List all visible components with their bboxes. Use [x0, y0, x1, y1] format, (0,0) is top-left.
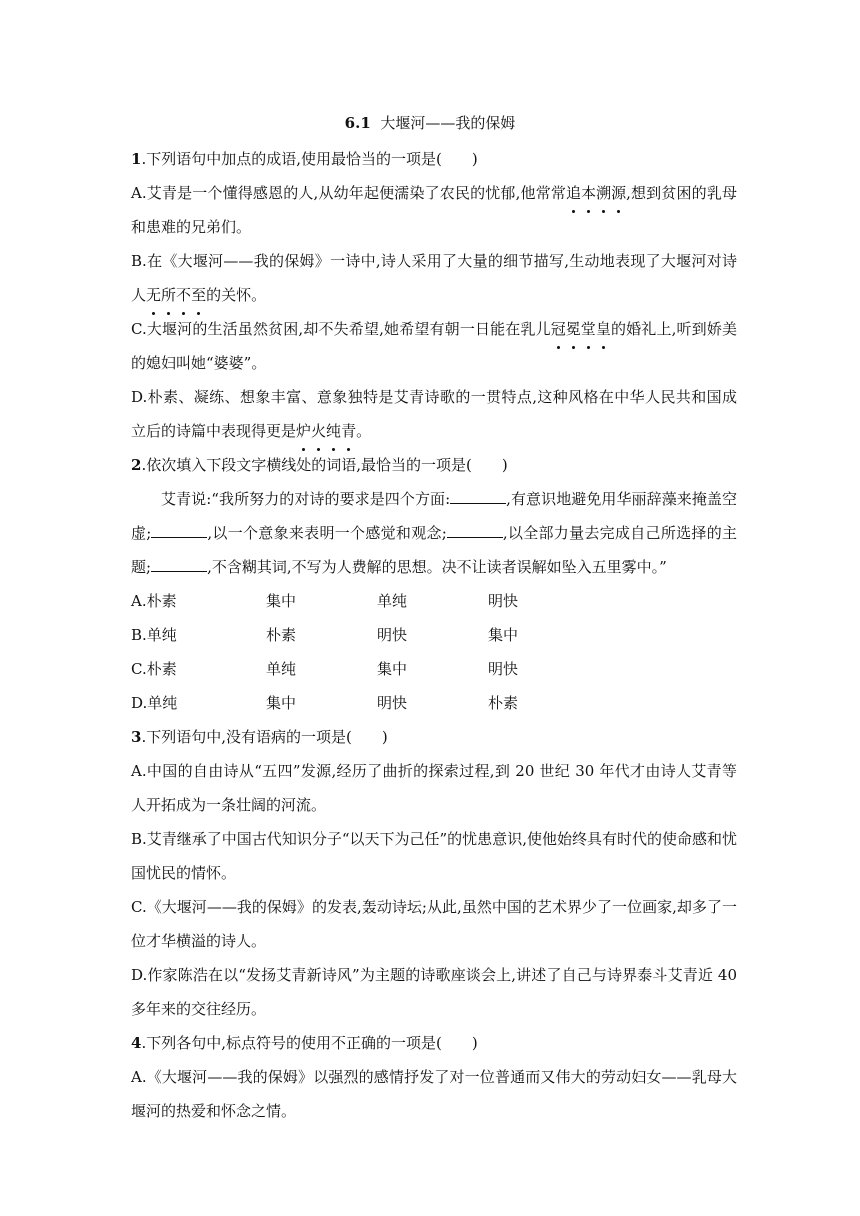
passage-text: ,不含糊其词,不写为人费解的思想。决不让读者误解如坠入五里雾中。” — [207, 558, 667, 576]
option-text: C.大堰河的生活虽然贫困,却不失希望,她希望有朝一日能在乳儿 — [131, 320, 551, 338]
option-word: 集中 — [488, 626, 519, 644]
fill-blank — [447, 523, 503, 538]
question-3-option-d: D.作家陈浩在以“发扬艾青新诗风”为主题的诗歌座谈会上,讲述了自己与诗界泰斗艾青近 40 多年来的交往经历。 — [131, 966, 737, 1018]
option-text: A.艾青是一个懂得感恩的人,从幼年起便濡染了农民的忧郁,他常常 — [131, 184, 567, 202]
option-word: A.朴素 — [131, 592, 177, 610]
question-3-stem — [131, 720, 737, 754]
question-4-option-a: A.《大堰河——我的保姆》以强烈的感情抒发了对一位普通而又伟大的劳动妇女——乳母大堰河的热爱和怀念之情。 — [131, 1068, 737, 1120]
section-title: 大堰河——我的保姆 — [380, 114, 516, 132]
dotted-char: 源 — [611, 176, 626, 210]
question-text: .下列语句中加点的成语,使用最恰当的一项是( ) — [141, 150, 478, 168]
question-text: .依次填入下段文字横线处的词语,最恰当的一项是( ) — [141, 456, 508, 474]
dotted-char: 冠 — [551, 312, 566, 346]
question-2-option-d — [131, 686, 737, 720]
question-1-stem — [131, 142, 737, 176]
passage-text: ,以一个意象来表明一个感觉和观念; — [207, 524, 447, 542]
question-2-option-b — [131, 618, 737, 652]
question-2-option-a — [131, 584, 737, 618]
question-2-stem — [131, 448, 737, 482]
fill-blank — [450, 489, 506, 504]
dotted-char: 至 — [191, 278, 206, 312]
question-number: 1 — [131, 150, 142, 168]
option-text: 的婚礼上,听到娇美的媳妇叫她“婆婆”。 — [131, 320, 737, 372]
option-word: 明快 — [377, 626, 408, 644]
option-word: B.单纯 — [131, 626, 177, 644]
option-word: 集中 — [266, 694, 297, 712]
dotted-char: 追 — [566, 176, 581, 210]
question-3-option-a: A.中国的自由诗从“五四”发源,经历了曲折的探索过程,到 20 世纪 30 年代才由诗人艾青等人开拓成为一条壮阔的河流。 — [131, 762, 737, 814]
page-title — [0, 112, 860, 134]
option-text: 。 — [356, 422, 372, 440]
dotted-char: 不 — [176, 278, 191, 312]
question-list — [131, 142, 737, 1128]
question-text: .下列各句中,标点符号的使用不正确的一项是( ) — [141, 1034, 478, 1052]
dotted-char: 冕 — [566, 312, 581, 346]
option-text: B.在《大堰河——我的保姆》一诗中,诗人采用了大量的细节描写,生动地表现了大堰河对诗人 — [131, 252, 737, 304]
option-word: C.朴素 — [131, 660, 177, 678]
question-number: 4 — [131, 1034, 142, 1052]
question-text: .下列语句中,没有语病的一项是( ) — [141, 728, 388, 746]
question-1-option-a — [131, 176, 737, 244]
dotted-char: 无 — [146, 278, 161, 312]
option-word: 单纯 — [266, 660, 297, 678]
dotted-char: 溯 — [596, 176, 611, 210]
dotted-char: 皇 — [596, 312, 611, 346]
section-number: 6.1 — [344, 114, 371, 132]
question-4-stem — [131, 1026, 737, 1060]
question-1-option-c — [131, 312, 737, 380]
passage-text: ,以全部力量去完成自己所选择的主题; — [131, 524, 738, 576]
dotted-char: 本 — [581, 176, 596, 210]
question-1-option-d — [131, 380, 737, 448]
question-3-option-b: B.艾青继承了中国古代知识分子“以天下为己任”的忧患意识,使他始终具有时代的使命感和忧国忧民的情怀。 — [131, 830, 737, 882]
dotted-char: 所 — [161, 278, 176, 312]
option-word: 朴素 — [488, 694, 519, 712]
option-word: 明快 — [377, 694, 408, 712]
option-text: ,想到贫困的乳母和患难的兄弟们。 — [131, 184, 738, 236]
question-2-option-c — [131, 652, 737, 686]
option-word: 单纯 — [377, 592, 408, 610]
question-1-option-b — [131, 244, 737, 312]
option-word: 集中 — [377, 660, 408, 678]
question-number: 3 — [131, 728, 142, 746]
question-number: 2 — [131, 456, 142, 474]
option-word: 明快 — [488, 660, 519, 678]
fill-blank — [151, 557, 207, 572]
option-word: 集中 — [266, 592, 297, 610]
dotted-char: 火 — [311, 414, 326, 448]
passage-text: 艾青说:“我所努力的对诗的要求是四个方面: — [161, 490, 451, 508]
option-text: D.朴素、凝练、想象丰富、意象独特是艾青诗歌的一贯特点,这种风格在中华人民共和国成立后的诗篇中表现得更是 — [131, 388, 737, 440]
passage-text: ,有意识地避免用华丽辞藻来掩盖空虚; — [131, 490, 737, 542]
fill-blank — [151, 523, 207, 538]
dotted-char: 青 — [341, 414, 356, 448]
dotted-char: 纯 — [326, 414, 341, 448]
option-text: 的关怀。 — [206, 286, 267, 304]
option-word: D.单纯 — [131, 694, 178, 712]
dotted-char: 炉 — [296, 414, 311, 448]
question-3-option-c: C.《大堰河——我的保姆》的发表,轰动诗坛;从此,虽然中国的艺术界少了一位画家,却多了一位才华横溢的诗人。 — [131, 898, 737, 950]
question-2-passage — [131, 482, 737, 584]
option-word: 朴素 — [266, 626, 297, 644]
dotted-char: 堂 — [581, 312, 596, 346]
option-word: 明快 — [488, 592, 519, 610]
